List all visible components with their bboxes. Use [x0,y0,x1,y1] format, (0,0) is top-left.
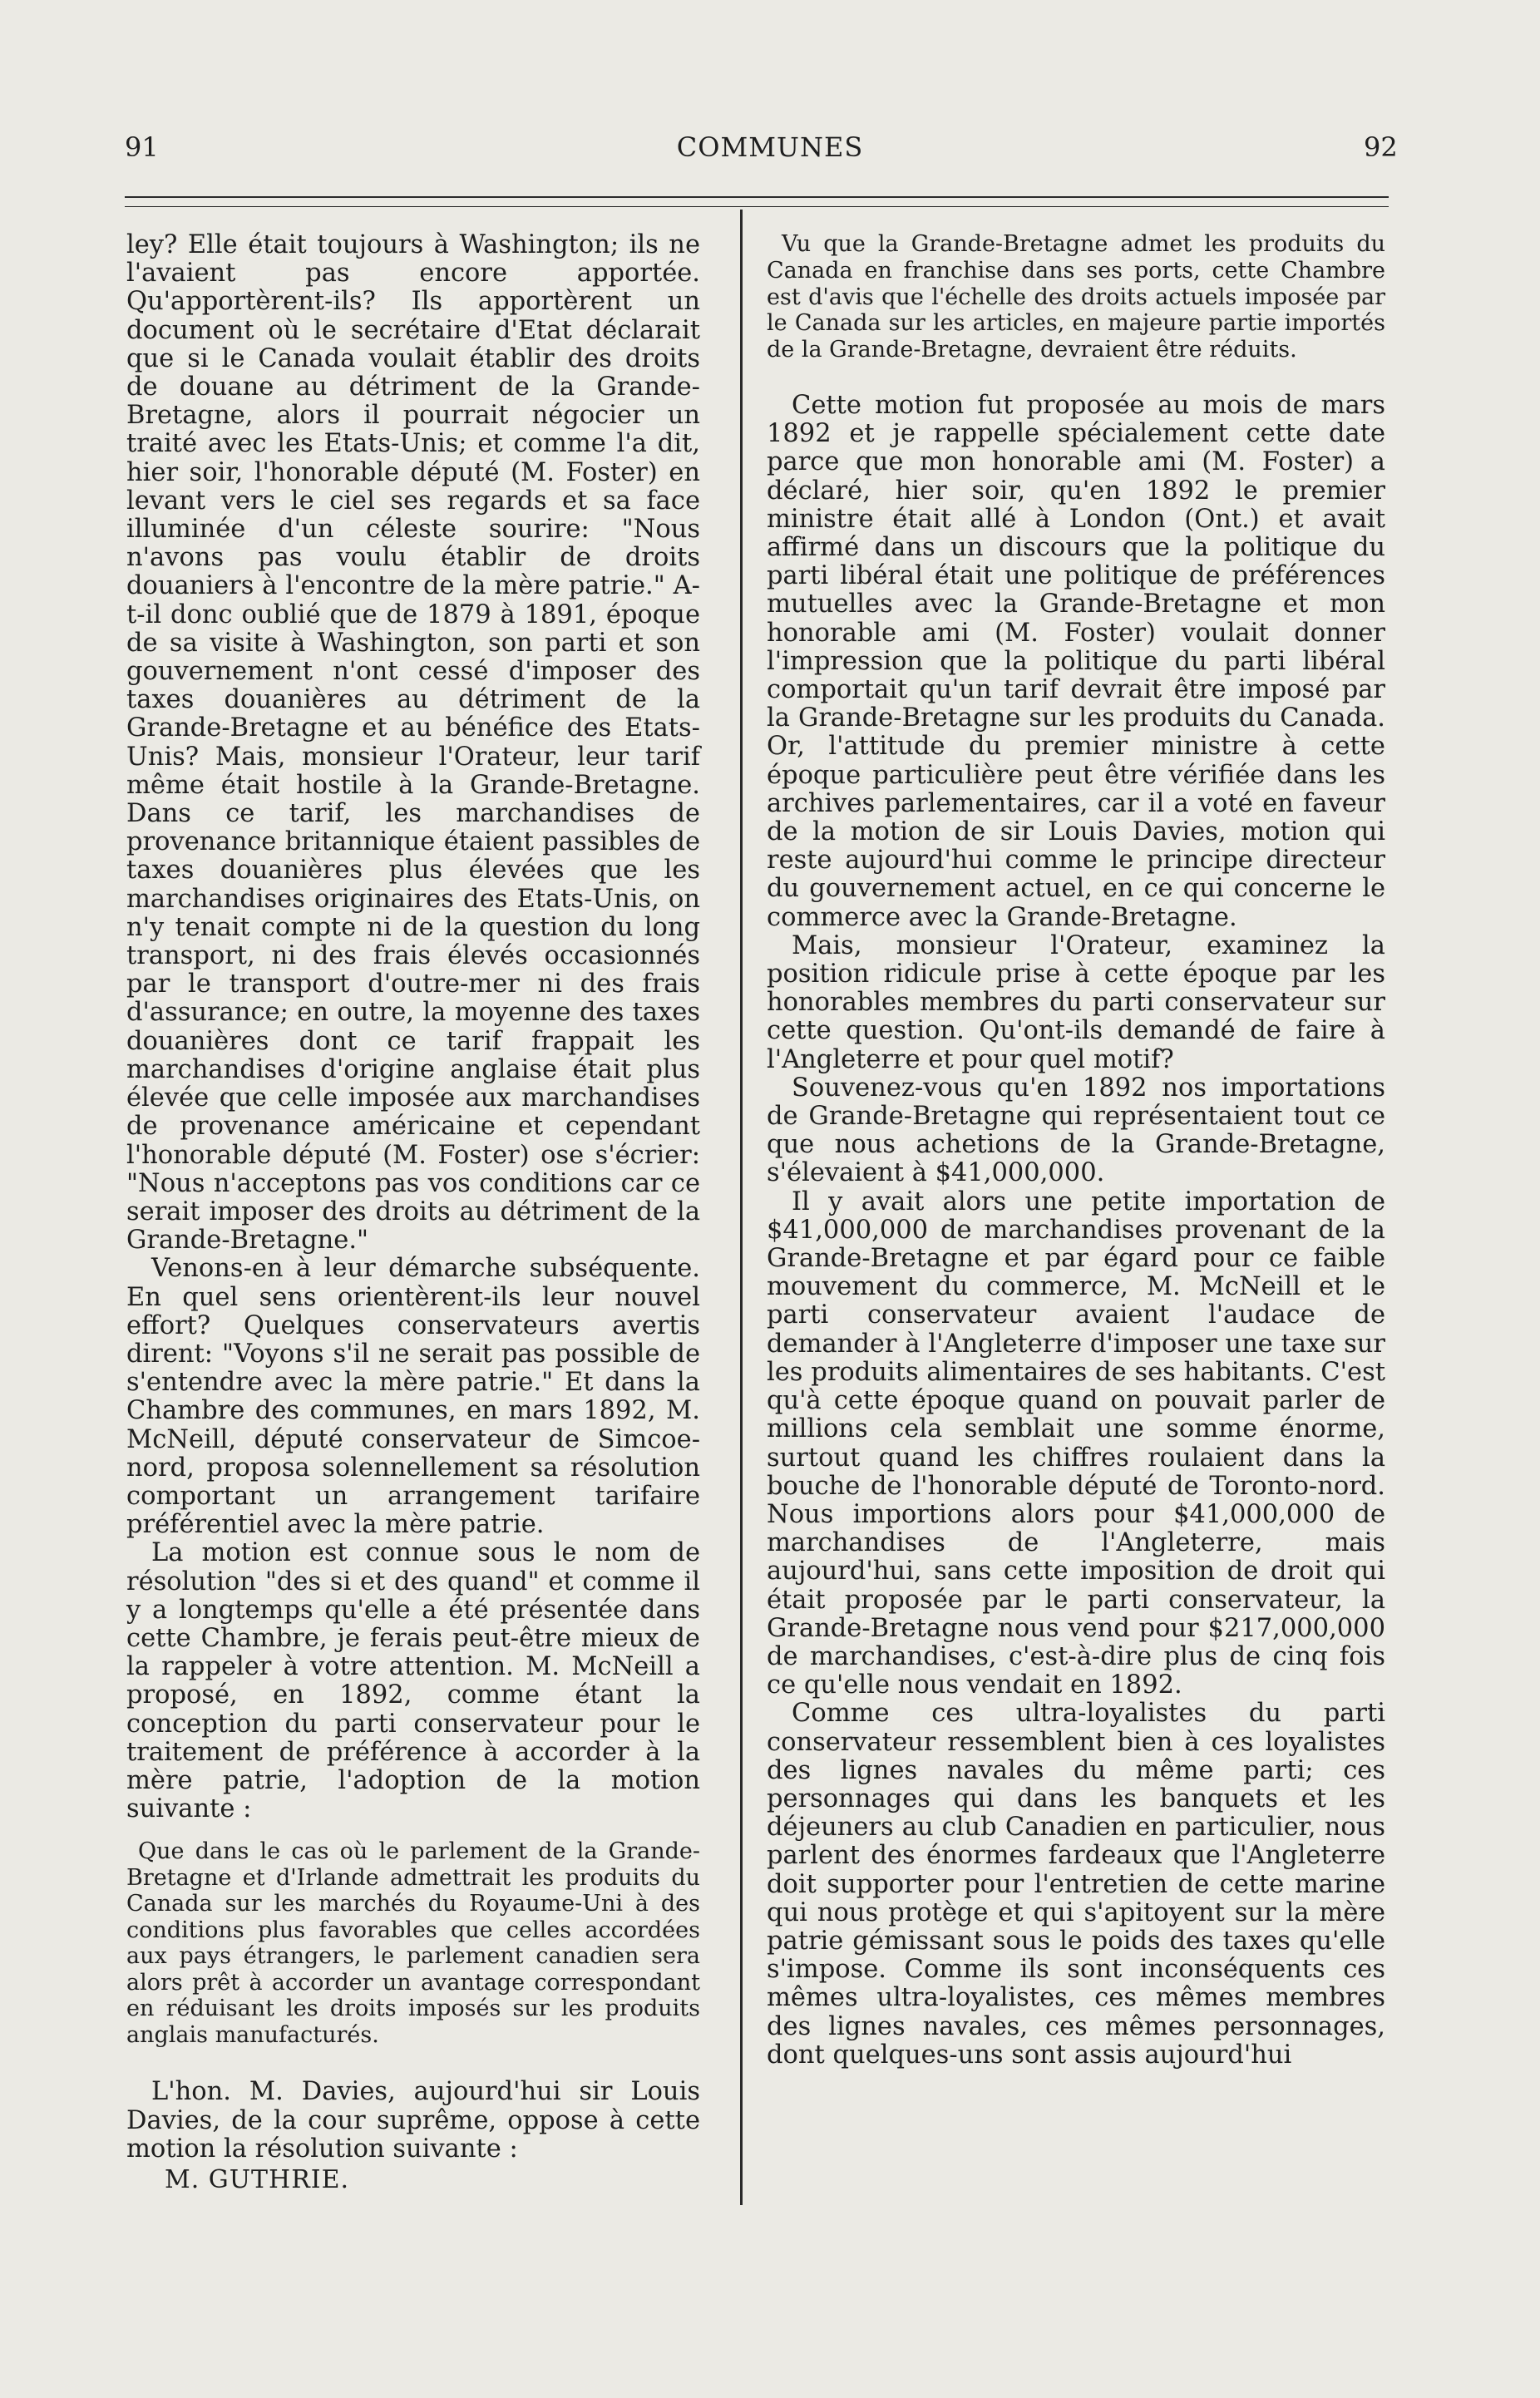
paragraph: ley? Elle était toujours à Washington; ils ne l'avaient pas encore apportée. Qu'apportèrent-ils? Ils apportèrent un document où le secrétaire d'Etat déclarait que si le Canada voulait établir des droits de douane au détriment de la Grande-Bretagne, alors il pourrait négocier un traité avec les Etats-Unis; et comme l'a dit, hier soir, l'honorable député (M. Foster) en levant vers le ciel ses regards et sa face illuminée d'un céleste sourire: "Nous n'avons pas voulu établir de droits douaniers à l'encontre de la mère patrie." A-t-il donc oublié que de 1879 à 1891, époque de sa visite à Washington, son parti et son gouvernement n'ont cessé d'imposer des taxes douanières au détriment de la Grande-Bretagne et au bénéfice des Etats-Unis? Mais, monsieur l'Orateur, leur tarif même était hostile à la Grande-Bretagne. Dans ce tarif, les marchandises de provenance britannique étaient passibles de taxes douanières plus élevées que les marchandises originaires des Etats-Unis, on n'y tenait compte ni de la question du long transport, ni des frais élevés occasionnés par le transport d'outre-mer ni des frais d'assurance; en outre, la moyenne des taxes douanières dont ce tarif frappait les marchandises d'origine anglaise était plus élevée que celle imposée aux marchandises de provenance américaine et cependant l'honorable député (M. Foster) ose s'écrier: "Nous n'acceptons pas vos conditions car ce serait imposer des droits au détriment de la Grande-Bretagne." [126,230,700,1256]
column-divider [740,210,743,2205]
paragraph: Mais, monsieur l'Orateur, examinez la position ridicule prise à cette époque par les honorables membres du parti conservateur sur cette question. Qu'ont-ils demandé de faire à l'Angleterre et pour quel motif? [767,930,1385,1074]
page-title: COMMUNES [676,131,864,163]
header-rule-bottom [125,206,1389,207]
right-page-number: 92 [1364,131,1398,163]
paragraph: L'hon. M. Davies, aujourd'hui sir Louis Davies, de la cour suprême, oppose à cette motion la résolution suivante : [126,2077,700,2164]
quoted-resolution: Vu que la Grande-Bretagne admet les produits du Canada en franchise dans ses ports, cette Chambre est d'avis que l'échelle des droits actuels imposée par le Canada sur les articles, en majeure partie importés de la Grande-Bretagne, devraient être réduits. [767,231,1385,363]
paragraph: Comme ces ultra-loyalistes du parti conservateur ressemblent bien à ces loyalistes des lignes navales du même parti; ces personnages qui dans les banquets et les déjeuners au club Canadien en particulier, nous parlent des énormes fardeaux que l'Angleterre doit supporter pour l'entretien de cette marine qui nous protège et qui s'apitoyent sur la mère patrie gémissant sous le poids des taxes qu'elle s'impose. Comme ils sont inconséquents ces mêmes ultra-loyalistes, ces mêmes membres des lignes navales, ces mêmes personnages, dont quelques-uns sont assis aujourd'hui [767,1699,1385,2070]
header-rule-top [125,196,1389,198]
paragraph: Il y avait alors une petite importation de $41,000,000 de marchandises provenant de la Grande-Bretagne et par égard pour ce faible mouvement du commerce, M. McNeill et le parti conservateur avaient l'audace de demander à l'Angleterre d'imposer une taxe sur les produits alimentaires de ses habitants. C'est qu'à cette époque quand on pouvait parler de millions cela semblait une somme énorme, surtout quand les chiffres roulaient dans la bouche de l'honorable député de Toronto-nord. Nous importions alors pour $41,000,000 de marchandises de l'Angleterre, mais aujourd'hui, sans cette imposition de droit qui était proposée par le parti conservateur, la Grande-Bretagne nous vend pour $217,000,000 de marchandises, c'est-à-dire plus de cinq fois ce qu'elle nous vendait en 1892. [767,1187,1385,1700]
right-column [767,231,1385,2070]
quoted-motion: Que dans le cas où le parlement de la Grande-Bretagne et d'Irlande admettrait les produits du Canada sur les marchés du Royaume-Uni à des conditions plus favorables que celles accordées aux pays étrangers, le parlement canadien sera alors prêt à accorder un avantage correspondant en réduisant les droits imposés sur les produits anglais manufacturés. [126,1838,700,2048]
paragraph: Venons-en à leur démarche subséquente. En quel sens orientèrent-ils leur nouvel effort? Quelques conservateurs avertis dirent: "Voyons s'il ne serait pas possible de s'entendre avec la mère patrie." Et dans la Chambre des communes, en mars 1892, M. McNeill, député conservateur de Simcoe-nord, proposa solennellement sa résolution comportant un arrangement tarifaire préférentiel avec la mère patrie. [126,1254,700,1540]
paragraph: La motion est connue sous le nom de résolution "des si et des quand" et comme il y a longtemps qu'elle a été présentée dans cette Chambre, je ferais peut-être mieux de la rappeler à votre attention. M. McNeill a proposé, en 1892, comme étant la conception du parti conservateur pour le traitement de préférence à accorder à la mère patrie, l'adoption de la motion suivante : [126,1538,700,1824]
paragraph: Cette motion fut proposée au mois de mars 1892 et je rappelle spécialement cette date parce que mon honorable ami (M. Foster) a déclaré, hier soir, qu'en 1892 le premier ministre était allé à London (Ont.) et avait affirmé dans un discours que la politique du parti libéral était une politique de préférences mutuelles avec la Grande-Bretagne et mon honorable ami (M. Foster) voulait donner l'impression que la politique du parti libéral comportait qu'un tarif devrait être imposé par la Grande-Bretagne sur les produits du Canada. Or, l'attitude du premier ministre à cette époque particulière peut être vérifiée dans les archives parlementaires, car il a voté en faveur de la motion de sir Louis Davies, motion qui reste aujourd'hui comme le principe directeur du gouvernement actuel, en ce qui concerne le commerce avec la Grande-Bretagne. [767,390,1385,932]
page-header [0,131,1540,173]
speaker-signature: M. GUTHRIE. [165,2164,350,2194]
left-column [126,231,700,2194]
left-page-number: 91 [125,131,159,163]
spacer [126,2063,700,2078]
paragraph: Souvenez-vous qu'en 1892 nos importations de Grande-Bretagne qui représentaient tout ce que nous achetions de la Grande-Bretagne, s'élevaient à $41,000,000. [767,1073,1385,1188]
